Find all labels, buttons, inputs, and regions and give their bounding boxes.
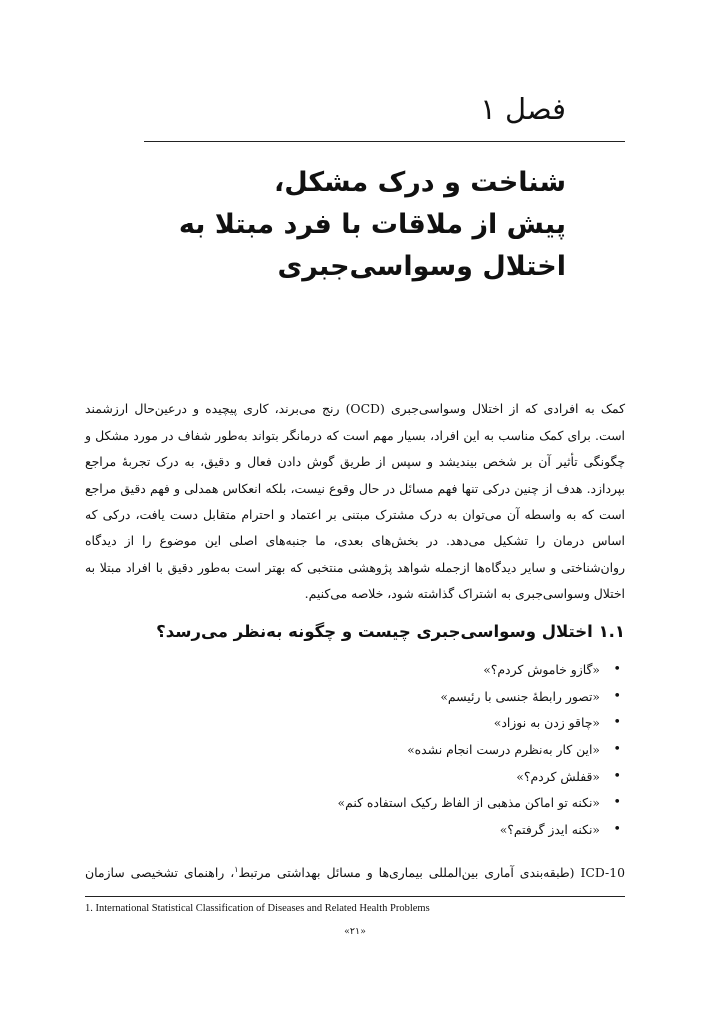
list-item: • «گازو خاموش کردم؟» <box>104 657 624 684</box>
continuation-text-start: ICD-10 (طبقه‌بندی آماری بین‌المللی بیماری‌ها و مسائل بهداشتی مرتبط <box>238 865 625 881</box>
page-number: «۲۱» <box>344 926 366 937</box>
footnote-divider <box>85 896 625 897</box>
list-item: • «قفلش کردم؟» <box>104 764 624 791</box>
chapter-title <box>126 162 566 288</box>
chapter-label: فصل ۱ <box>480 92 566 126</box>
list-item: • «نکنه تو اماکن مذهبی از الفاظ رکیک استفاده کنم» <box>104 790 624 817</box>
chapter-title-line: شناخت و درک مشکل، <box>273 167 566 198</box>
chapter-title-line: اختلال وسواسی‌جبری <box>277 251 566 282</box>
list-item: • «تصور رابطهٔ جنسی با رئیسم» <box>104 684 624 711</box>
chapter-divider <box>144 141 625 142</box>
intro-paragraph: کمک به افرادی که از اختلال وسواسی‌جبری (OCD) رنج می‌برند، کاری پیچیده و درعین‌حال ارزشمند است. برای کمک مناسب به این افراد، بسیار مهم است که درمانگر بتواند به‌طور شفاف در مورد مشکل و چگونگی تأثیر آن بر شخص بیندیشد و سپس از طریق گوش دادن فعال و دقیق، به درک تجربهٔ مراجع بپردازد. هدف از چنین درکی تنها فهم مسائل در حال وقوع نیست، بلکه انعکاس همدلی و فهم دقیق مراجع است که به واسطه آن می‌توان به درک مشترک مبتنی بر اعتماد و احترام متقابل دست یافت، درکی که اساس درمان را تشکیل می‌دهد. در بخش‌های بعدی، ما جنبه‌های اصلی این موضوع را از دیدگاه روان‌شناختی و سایر دیدگاه‌ها ازجمله شواهد پژوهشی منتخبی که بهتر است به‌طور دقیق با افراد مبتلا به اختلال وسواسی‌جبری به اشتراک گذاشته شود، خلاصه می‌کنیم. <box>85 401 625 602</box>
footnote: 1. International Statistical Classification of Diseases and Related Health Problems <box>85 903 430 914</box>
list-item: • «چاقو زدن به نوزاد» <box>104 710 624 737</box>
continuation-text-end: ، راهنمای تشخیصی سازمان <box>85 865 235 881</box>
chapter-title-line: پیش از ملاقات با فرد مبتلا به <box>178 209 566 240</box>
list-item: • «نکنه ایدز گرفتم؟» <box>104 817 624 844</box>
example-thoughts-list <box>104 657 624 844</box>
section-heading: ۱.۱ اختلال وسواسی‌جبری چیست و چگونه به‌نظر می‌رسد؟ <box>156 622 625 641</box>
list-item: • «این کار به‌نظرم درست انجام نشده» <box>104 737 624 764</box>
continuation-text <box>85 860 625 886</box>
footnote-marker[interactable]: ۱ <box>234 865 239 875</box>
